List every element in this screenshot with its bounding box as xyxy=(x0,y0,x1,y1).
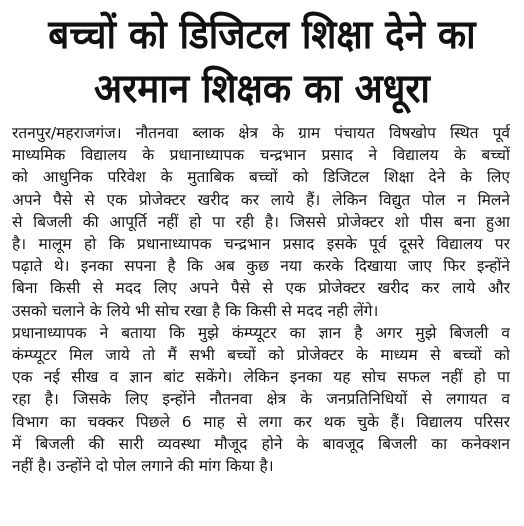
article-line: बिना किसी से मदद लिए अपने पैसे से एक प्रोजेक्टर खरीद कर लाये और xyxy=(12,279,510,298)
article-line: उसको चलाने के लिये भी सोच रखा है कि किसी से मदद नही लेंगे। xyxy=(12,301,379,320)
article-line: विभाग का चक्कर पिछले 6 माह से लगा कर थक चुके हैं। विद्यालय परिसर xyxy=(12,412,510,431)
article-line: अपने पैसे से एक प्रोजेक्टर खरीद कर लाये हैं। लेकिन विद्युत पोल न मिलने xyxy=(12,190,510,209)
article-line: रहा है। जिसके लिए इन्होंने नौतनवा क्षेत्र के जनप्रतिनिधियों से लगायत व xyxy=(12,390,510,409)
article-line: में बिजली की सारी व्यवस्था मौजूद होने के बावजूद बिजली का कनेक्शन xyxy=(12,434,510,453)
article-line: को आधुनिक परिवेश के मुताबिक बच्चों को डिजिटल शिक्षा देने के लिए xyxy=(12,168,510,187)
headline xyxy=(0,8,524,116)
article-line: प्रधानाध्यापक ने बताया कि मुझे कंम्प्यूटर का ज्ञान है अगर मुझे बिजली व xyxy=(12,323,510,342)
article-body xyxy=(12,122,510,477)
article-line: से बिजली की आपूर्ति नहीं हो पा रही है। जिससे प्रोजेक्टर शो पीस बना हुआ xyxy=(12,212,510,231)
article-line: है। मालूम हो कि प्रधानाध्यापक चन्द्रभान प्रसाद इसके पूर्व दूसरे विद्यालय पर xyxy=(12,235,510,254)
article-line: माध्यमिक विद्यालय के प्रधानाध्यापक चन्द्रभान प्रसाद ने विद्यालय के बच्चों xyxy=(12,146,510,165)
article-line: रतनपुर/महराजगंज। नौतनवा ब्लाक क्षेत्र के ग्राम पंचायत विषखोप स्थित पूर्व xyxy=(12,124,510,142)
article-line: कंम्प्यूटर मिल जाये तो मैं सभी बच्चों को प्रोजेक्टर के माध्यम से बच्चों को xyxy=(12,346,510,365)
headline-line-2: अरमान शिक्षक का अधूरा xyxy=(94,66,430,112)
headline-line-1: बच्चों को डिजिटल शिक्षा देने का xyxy=(48,12,476,58)
article-line: पढ़ाते थे। इनका सपना है कि अब कुछ नया करके दिखाया जाए फिर इन्होंने xyxy=(12,257,510,276)
article-line: नहीं है। उन्होंने दो पोल लगाने की मांग किया है। xyxy=(12,457,274,476)
article-line: एक नई सीख व ज्ञान बांट सकेंगे। लेकिन इनका यह सोच सफल नहीं हो पा xyxy=(12,368,510,387)
